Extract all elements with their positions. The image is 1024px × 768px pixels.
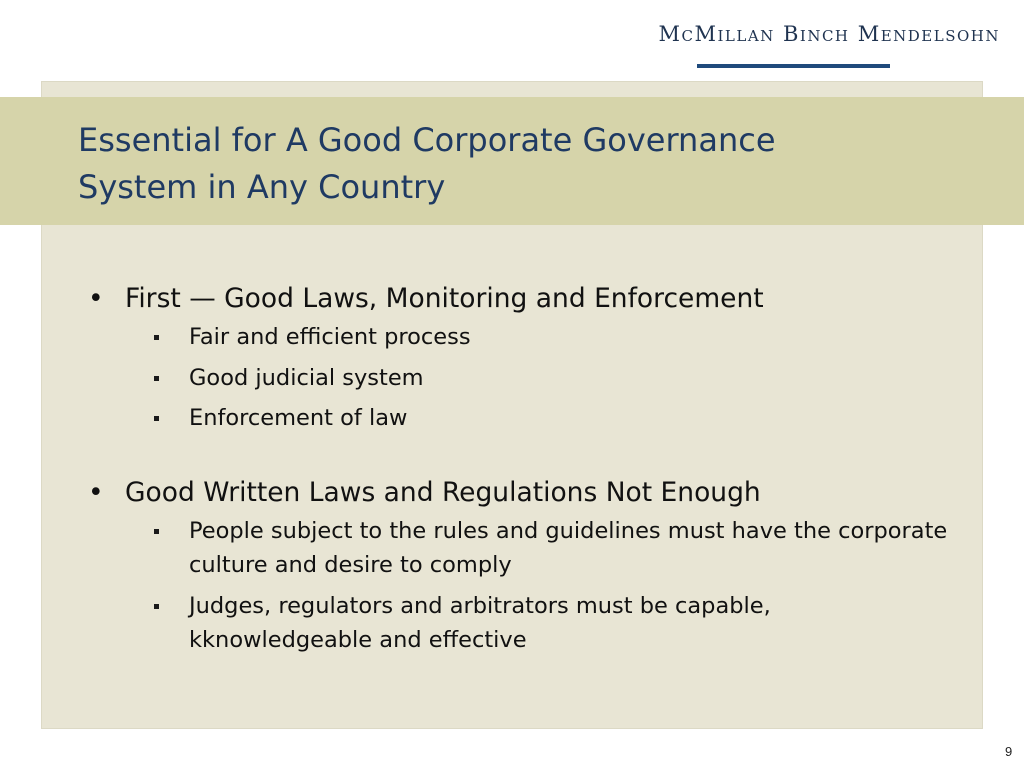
spacer <box>88 442 948 474</box>
bullet-item <box>88 474 948 512</box>
page-number: 9 <box>1005 744 1013 759</box>
slide-title <box>78 117 978 211</box>
bullet-item <box>88 280 948 318</box>
sub-bullet-list <box>88 514 948 658</box>
sub-bullet-text: Judges, regulators and arbitrators must be capable, kknowledgeable and effective <box>189 592 771 653</box>
sub-bullet-text: Fair and efficient process <box>189 324 471 350</box>
bullet-text: First — Good Laws, Monitoring and Enforcement <box>125 283 764 314</box>
bullet-icon: • <box>88 283 104 314</box>
sub-bullet-item <box>88 320 948 355</box>
sub-bullet-item <box>88 401 948 436</box>
slide-title-line-1: Essential for A Good Corporate Governance <box>78 121 776 159</box>
logo-underline <box>697 64 890 68</box>
firm-logo: McMillan Binch Mendelsohn <box>658 22 1000 46</box>
square-bullet-icon <box>154 376 159 381</box>
slide-title-line-2: System in Any Country <box>78 168 446 206</box>
sub-bullet-item <box>88 361 948 396</box>
square-bullet-icon <box>154 416 159 421</box>
sub-bullet-text: People subject to the rules and guidelines must have the corporate culture and desire to comply <box>189 517 948 578</box>
sub-bullet-list <box>88 320 948 436</box>
bullet-text: Good Written Laws and Regulations Not Enough <box>125 476 761 508</box>
sub-bullet-text: Enforcement of law <box>189 405 408 431</box>
square-bullet-icon <box>154 604 159 609</box>
sub-bullet-item <box>88 589 948 658</box>
bullet-icon: • <box>88 476 104 508</box>
sub-bullet-item <box>88 514 948 583</box>
square-bullet-icon <box>154 529 159 534</box>
square-bullet-icon <box>154 335 159 340</box>
bullet-list <box>88 280 948 664</box>
sub-bullet-text: Good judicial system <box>189 364 424 391</box>
